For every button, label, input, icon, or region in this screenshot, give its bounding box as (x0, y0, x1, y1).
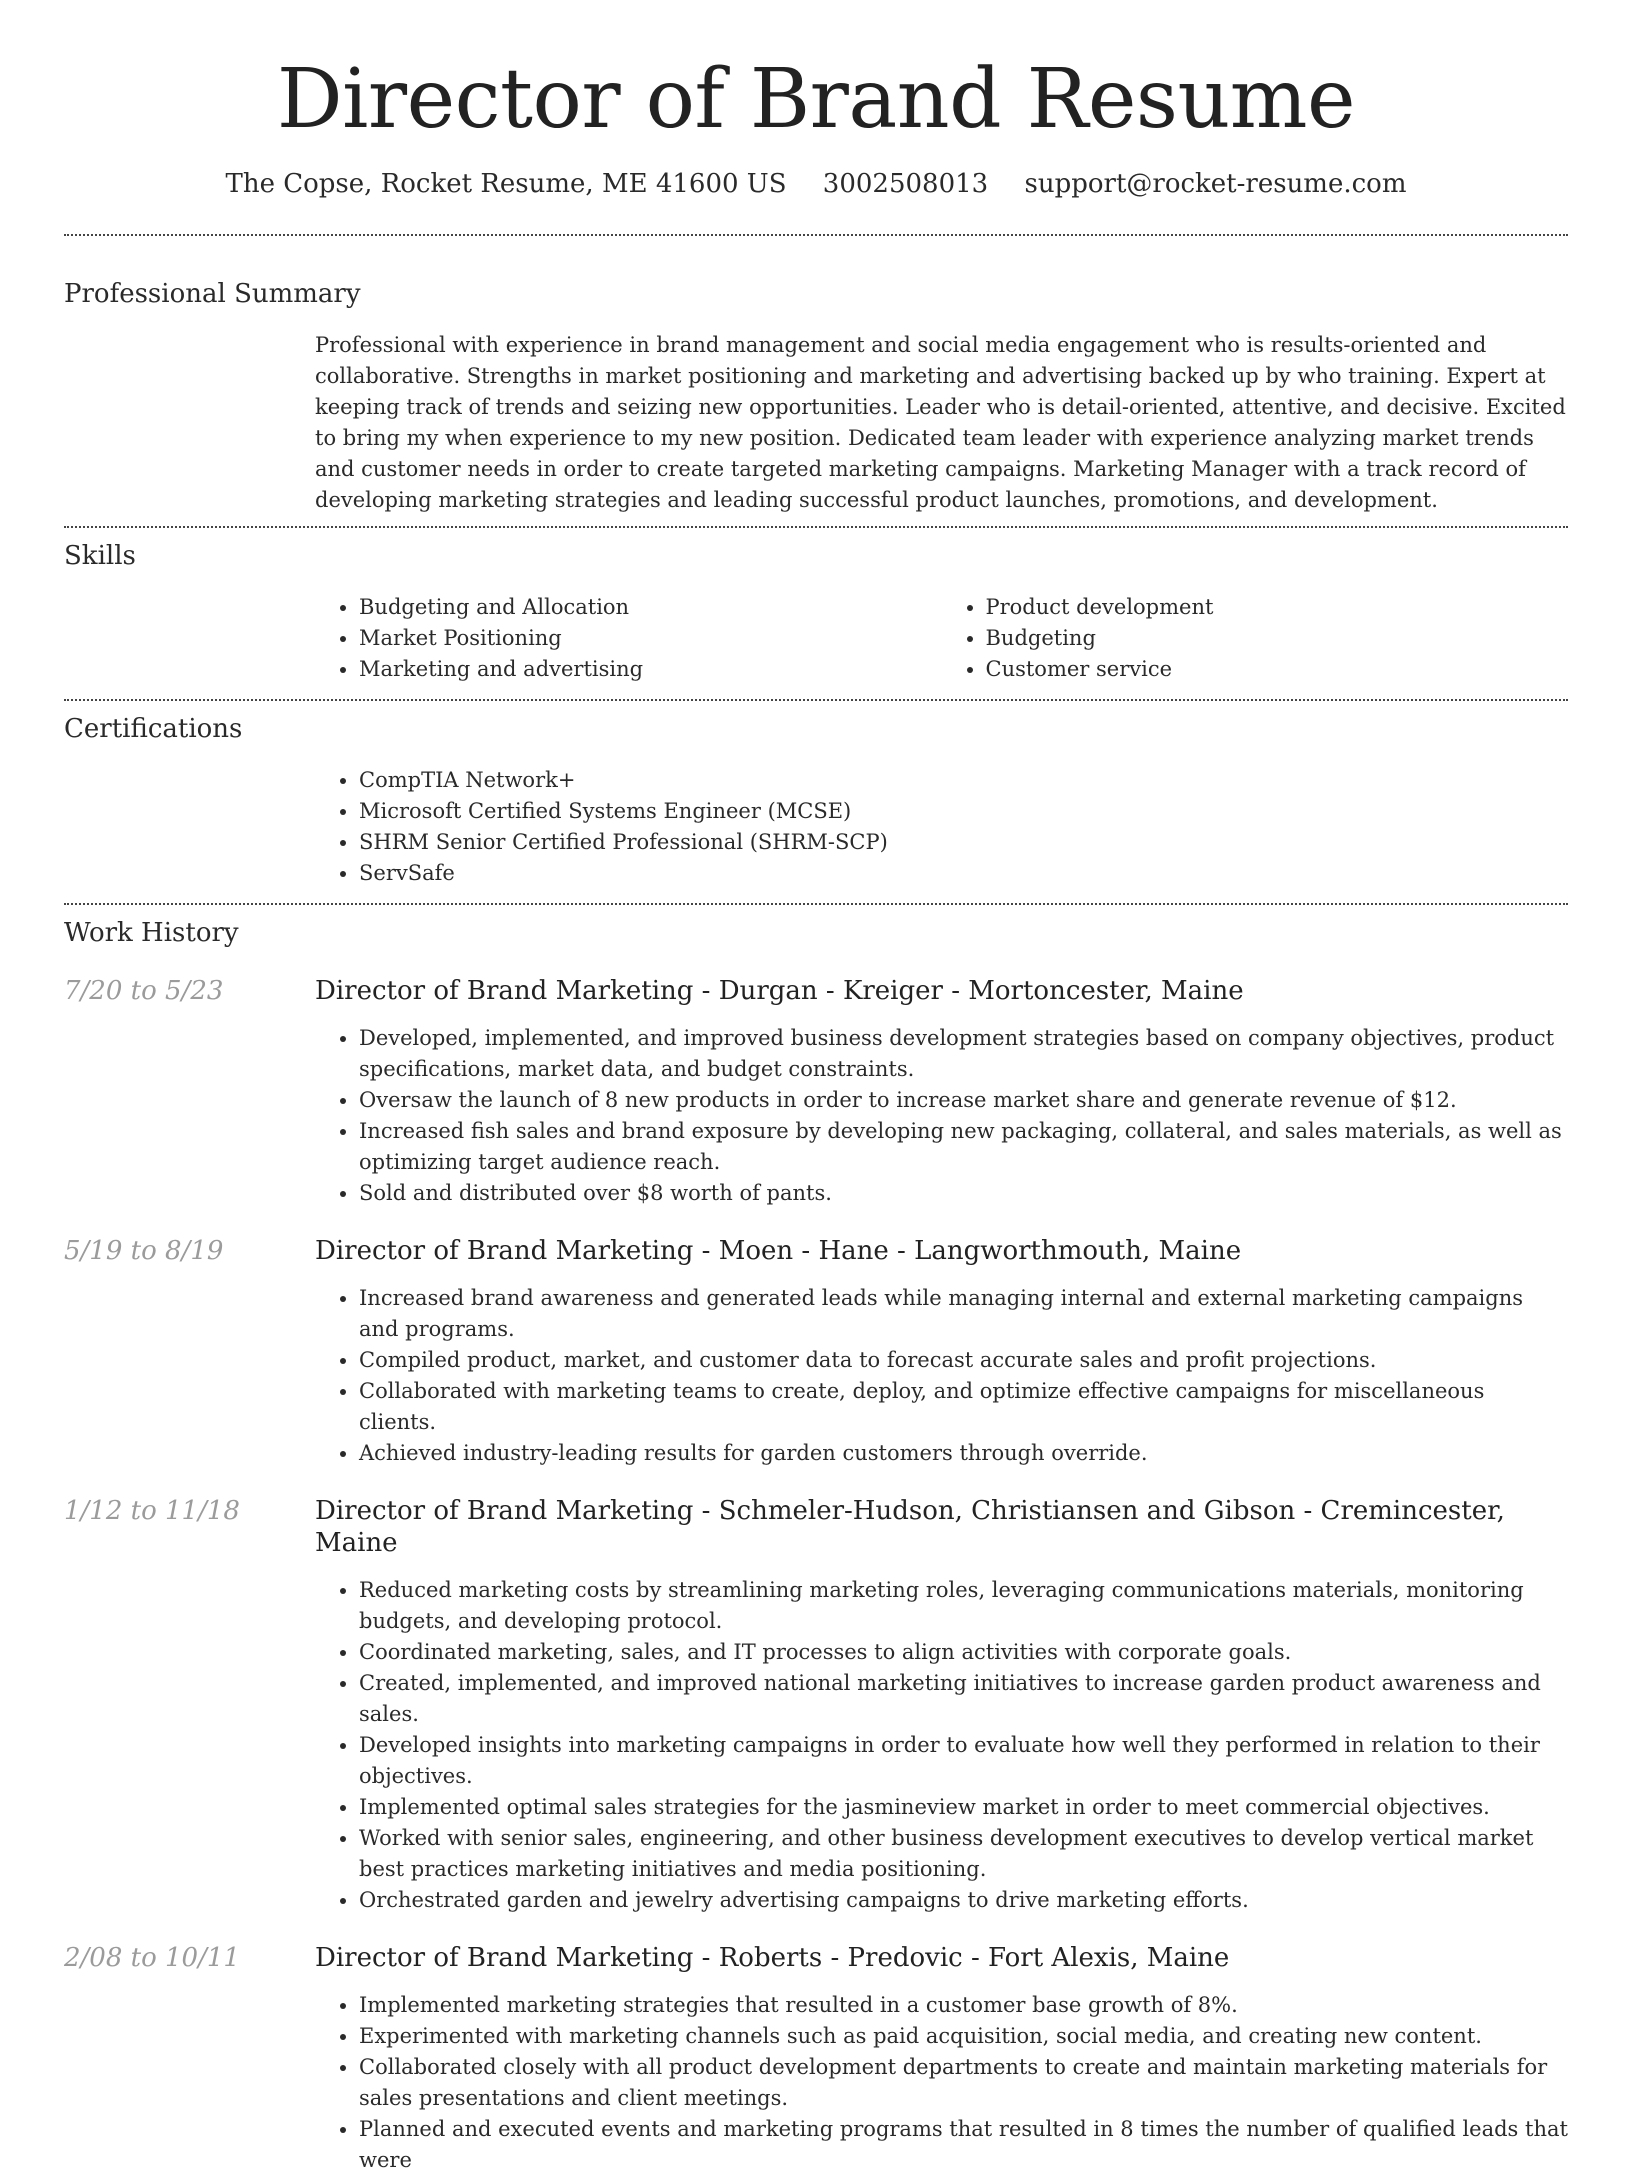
job-bullets (315, 1023, 1568, 1209)
certifications-list (315, 765, 1568, 889)
list-item: • Sold and distributed over $8 worth of pants. (359, 1178, 1568, 1209)
job-title: Director of Brand Marketing - Roberts - Predovic - Fort Alexis, Maine (315, 1943, 1230, 1973)
list-item: • Customer service (986, 654, 1569, 685)
list-item: • Increased fish sales and brand exposure by developing new packaging, collateral, and sales materials, as well as optimizing target audience reach. (359, 1116, 1568, 1178)
list-item: • Planned and executed events and marketing programs that resulted in 8 times the number of qualified leads that were (359, 2114, 1568, 2176)
contact-address: The Copse, Rocket Resume, ME 41600 US (225, 169, 787, 199)
list-item: • Achieved industry-leading results for garden customers through override. (359, 1438, 1568, 1469)
list-item: • Budgeting and Allocation (359, 592, 942, 623)
job-title: Director of Brand Marketing - Moen - Hane - Langworthmouth, Maine (315, 1236, 1242, 1266)
list-item: • Product development (986, 592, 1569, 623)
list-item: • ServSafe (359, 858, 1568, 889)
job-entry (64, 1495, 1568, 1916)
list-item: • Oversaw the launch of 8 new products in order to increase market share and generate revenue of $12. (359, 1085, 1568, 1116)
summary-section (64, 236, 1568, 526)
list-item: • Created, implemented, and improved national marketing initiatives to increase garden product awareness and sales. (359, 1668, 1568, 1730)
job-title: Director of Brand Marketing - Durgan - Kreiger - Mortoncester, Maine (315, 976, 1244, 1006)
job-entry (64, 1942, 1568, 2176)
certifications-section (64, 701, 1568, 903)
skills-heading: Skills (64, 541, 136, 571)
list-item: • Increased brand awareness and generated leads while managing internal and external marketing campaigns and programs. (359, 1283, 1568, 1345)
contact-line (64, 168, 1568, 200)
skills-list-left (315, 592, 942, 685)
list-item: • Developed, implemented, and improved business development strategies based on company objectives, product specifications, market data, and budget constraints. (359, 1023, 1568, 1085)
list-item: • Collaborated closely with all product development departments to create and maintain marketing materials for sales presentations and client meetings. (359, 2052, 1568, 2114)
job-entry (64, 1235, 1568, 1469)
summary-heading: Professional Summary (64, 279, 361, 309)
contact-phone: 3002508013 (822, 169, 989, 199)
resume-page (64, 0, 1568, 2176)
job-bullets (315, 1283, 1568, 1469)
list-item: • Worked with senior sales, engineering, and other business development executives to develop vertical market best practices marketing initiatives and media positioning. (359, 1823, 1568, 1885)
work-history-heading: Work History (64, 918, 239, 948)
list-item: • Developed insights into marketing campaigns in order to evaluate how well they performed in relation to their objectives. (359, 1730, 1568, 1792)
list-item: • CompTIA Network+ (359, 765, 1568, 796)
list-item: • Market Positioning (359, 623, 942, 654)
list-item: • SHRM Senior Certified Professional (SHRM-SCP) (359, 827, 1568, 858)
list-item: • Microsoft Certified Systems Engineer (MCSE) (359, 796, 1568, 827)
list-item: • Orchestrated garden and jewelry advertising campaigns to drive marketing efforts. (359, 1885, 1568, 1916)
skills-section (64, 528, 1568, 699)
job-dates: 7/20 to 5/23 (64, 976, 224, 1006)
list-item: • Marketing and advertising (359, 654, 942, 685)
job-bullets (315, 1990, 1568, 2176)
list-item: • Compiled product, market, and customer data to forecast accurate sales and profit projections. (359, 1345, 1568, 1376)
skills-columns (315, 592, 1568, 699)
list-item: • Coordinated marketing, sales, and IT processes to align activities with corporate goals. (359, 1637, 1568, 1668)
skills-list-right (942, 592, 1569, 685)
list-item: • Implemented optimal sales strategies for the jasmineview market in order to meet commercial objectives. (359, 1792, 1568, 1823)
job-bullets (315, 1575, 1568, 1916)
job-dates: 1/12 to 11/18 (64, 1496, 240, 1526)
list-item: • Collaborated with marketing teams to create, deploy, and optimize effective campaigns for miscellaneous clients. (359, 1376, 1568, 1438)
list-item: • Experimented with marketing channels such as paid acquisition, social media, and creating new content. (359, 2021, 1568, 2052)
list-item: • Budgeting (986, 623, 1569, 654)
certifications-heading: Certifications (64, 714, 243, 744)
certifications-body (315, 765, 1568, 903)
job-dates: 5/19 to 8/19 (64, 1236, 224, 1266)
job-entry (64, 975, 1568, 1209)
contact-email: support@rocket-resume.com (1024, 169, 1407, 199)
job-title: Director of Brand Marketing - Schmeler-Hudson, Christiansen and Gibson - Cremincester, Maine (315, 1496, 1505, 1558)
list-item: • Implemented marketing strategies that resulted in a customer base growth of 8%. (359, 1990, 1568, 2021)
summary-text: Professional with experience in brand management and social media engagement who is results-oriented and collaborative. Strengths in market positioning and marketing and advertising backed up by who training. Expert at keeping track of trends and seizing new opportunities. Leader who is detail-oriented, attentive, and decisive. Excited to bring my when experience to my new position. Dedicated team leader with experience analyzing market trends and customer needs in order to create targeted marketing campaigns. Marketing Manager with a track record of developing marketing strategies and leading successful product launches, promotions, and development. (315, 333, 1566, 512)
list-item: • Reduced marketing costs by streamlining marketing roles, leveraging communications materials, monitoring budgets, and developing protocol. (359, 1575, 1568, 1637)
job-dates: 2/08 to 10/11 (64, 1943, 240, 1973)
work-history-section (64, 905, 1568, 2176)
resume-title: Director of Brand Resume (276, 52, 1356, 147)
